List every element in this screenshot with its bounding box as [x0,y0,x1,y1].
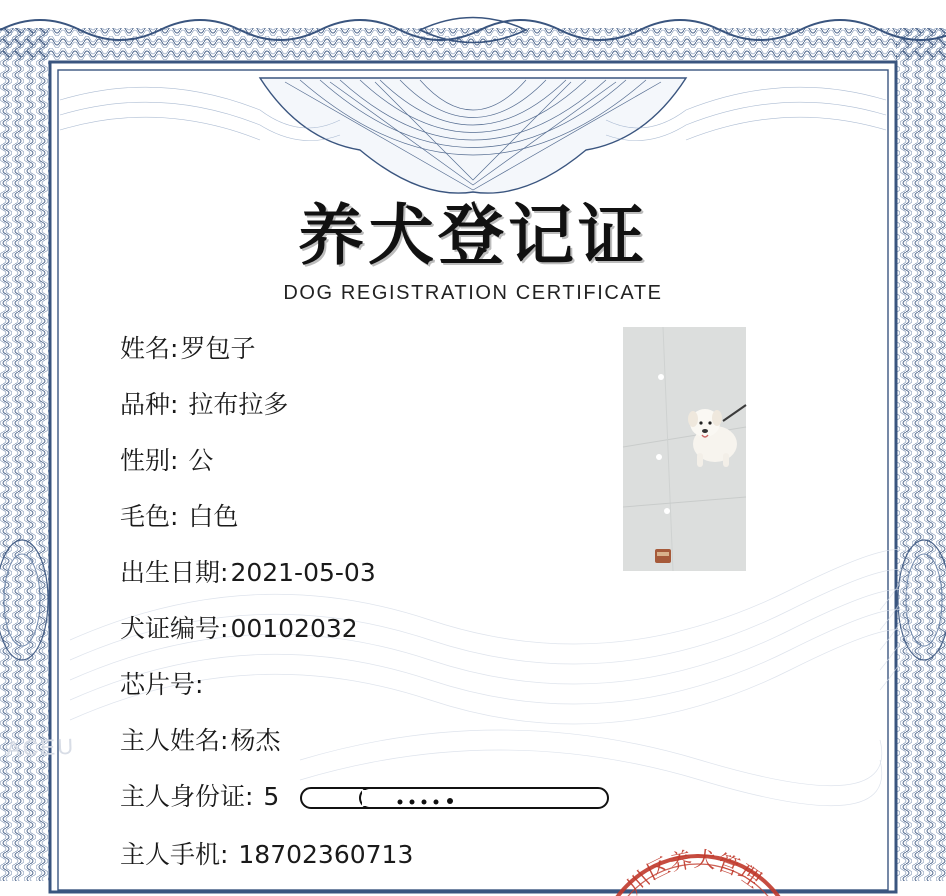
field-value: 公 [180,446,214,475]
field-license-number [120,612,358,646]
field-value: 白色 [180,502,239,531]
field-birth-date [120,556,376,590]
field-owner-id [120,780,279,814]
field-owner-phone [120,838,413,872]
field-value: 杨杰 [230,726,281,755]
field-value: 18702360713 [230,840,414,869]
field-label: 出生日期: [120,558,229,587]
watermark-text: ACEU [5,733,76,762]
official-seal [598,836,798,896]
field-label: 品种: [120,390,179,419]
field-label: 主人身份证: [120,782,254,811]
field-label: 主人手机: [120,840,229,869]
field-label: 芯片号: [120,670,204,699]
field-label: 毛色: [120,502,179,531]
field-owner-name [120,724,280,758]
svg-text:川区养犬管理: 川区养犬管理 [622,847,766,896]
field-value: 拉布拉多 [180,390,289,419]
field-value: 罗包子 [180,334,256,363]
field-label: 性别: [120,446,179,475]
field-value: 2021-05-03 [230,558,376,587]
dog-photo [623,327,746,571]
field-label: 姓名: [120,334,179,363]
field-label: 犬证编号: [120,614,229,643]
field-sex [120,444,213,478]
field-coat-color [120,500,238,534]
field-value: 00102032 [230,614,358,643]
id-redaction [300,786,610,810]
certificate-title: 养犬登记证 [298,196,648,274]
field-label: 主人姓名: [120,726,229,755]
certificate-subtitle: DOG REGISTRATION CERTIFICATE [283,282,663,304]
field-name [120,332,255,366]
field-chip-number [120,668,205,702]
field-breed [120,388,288,422]
field-value: 5 [255,782,280,811]
